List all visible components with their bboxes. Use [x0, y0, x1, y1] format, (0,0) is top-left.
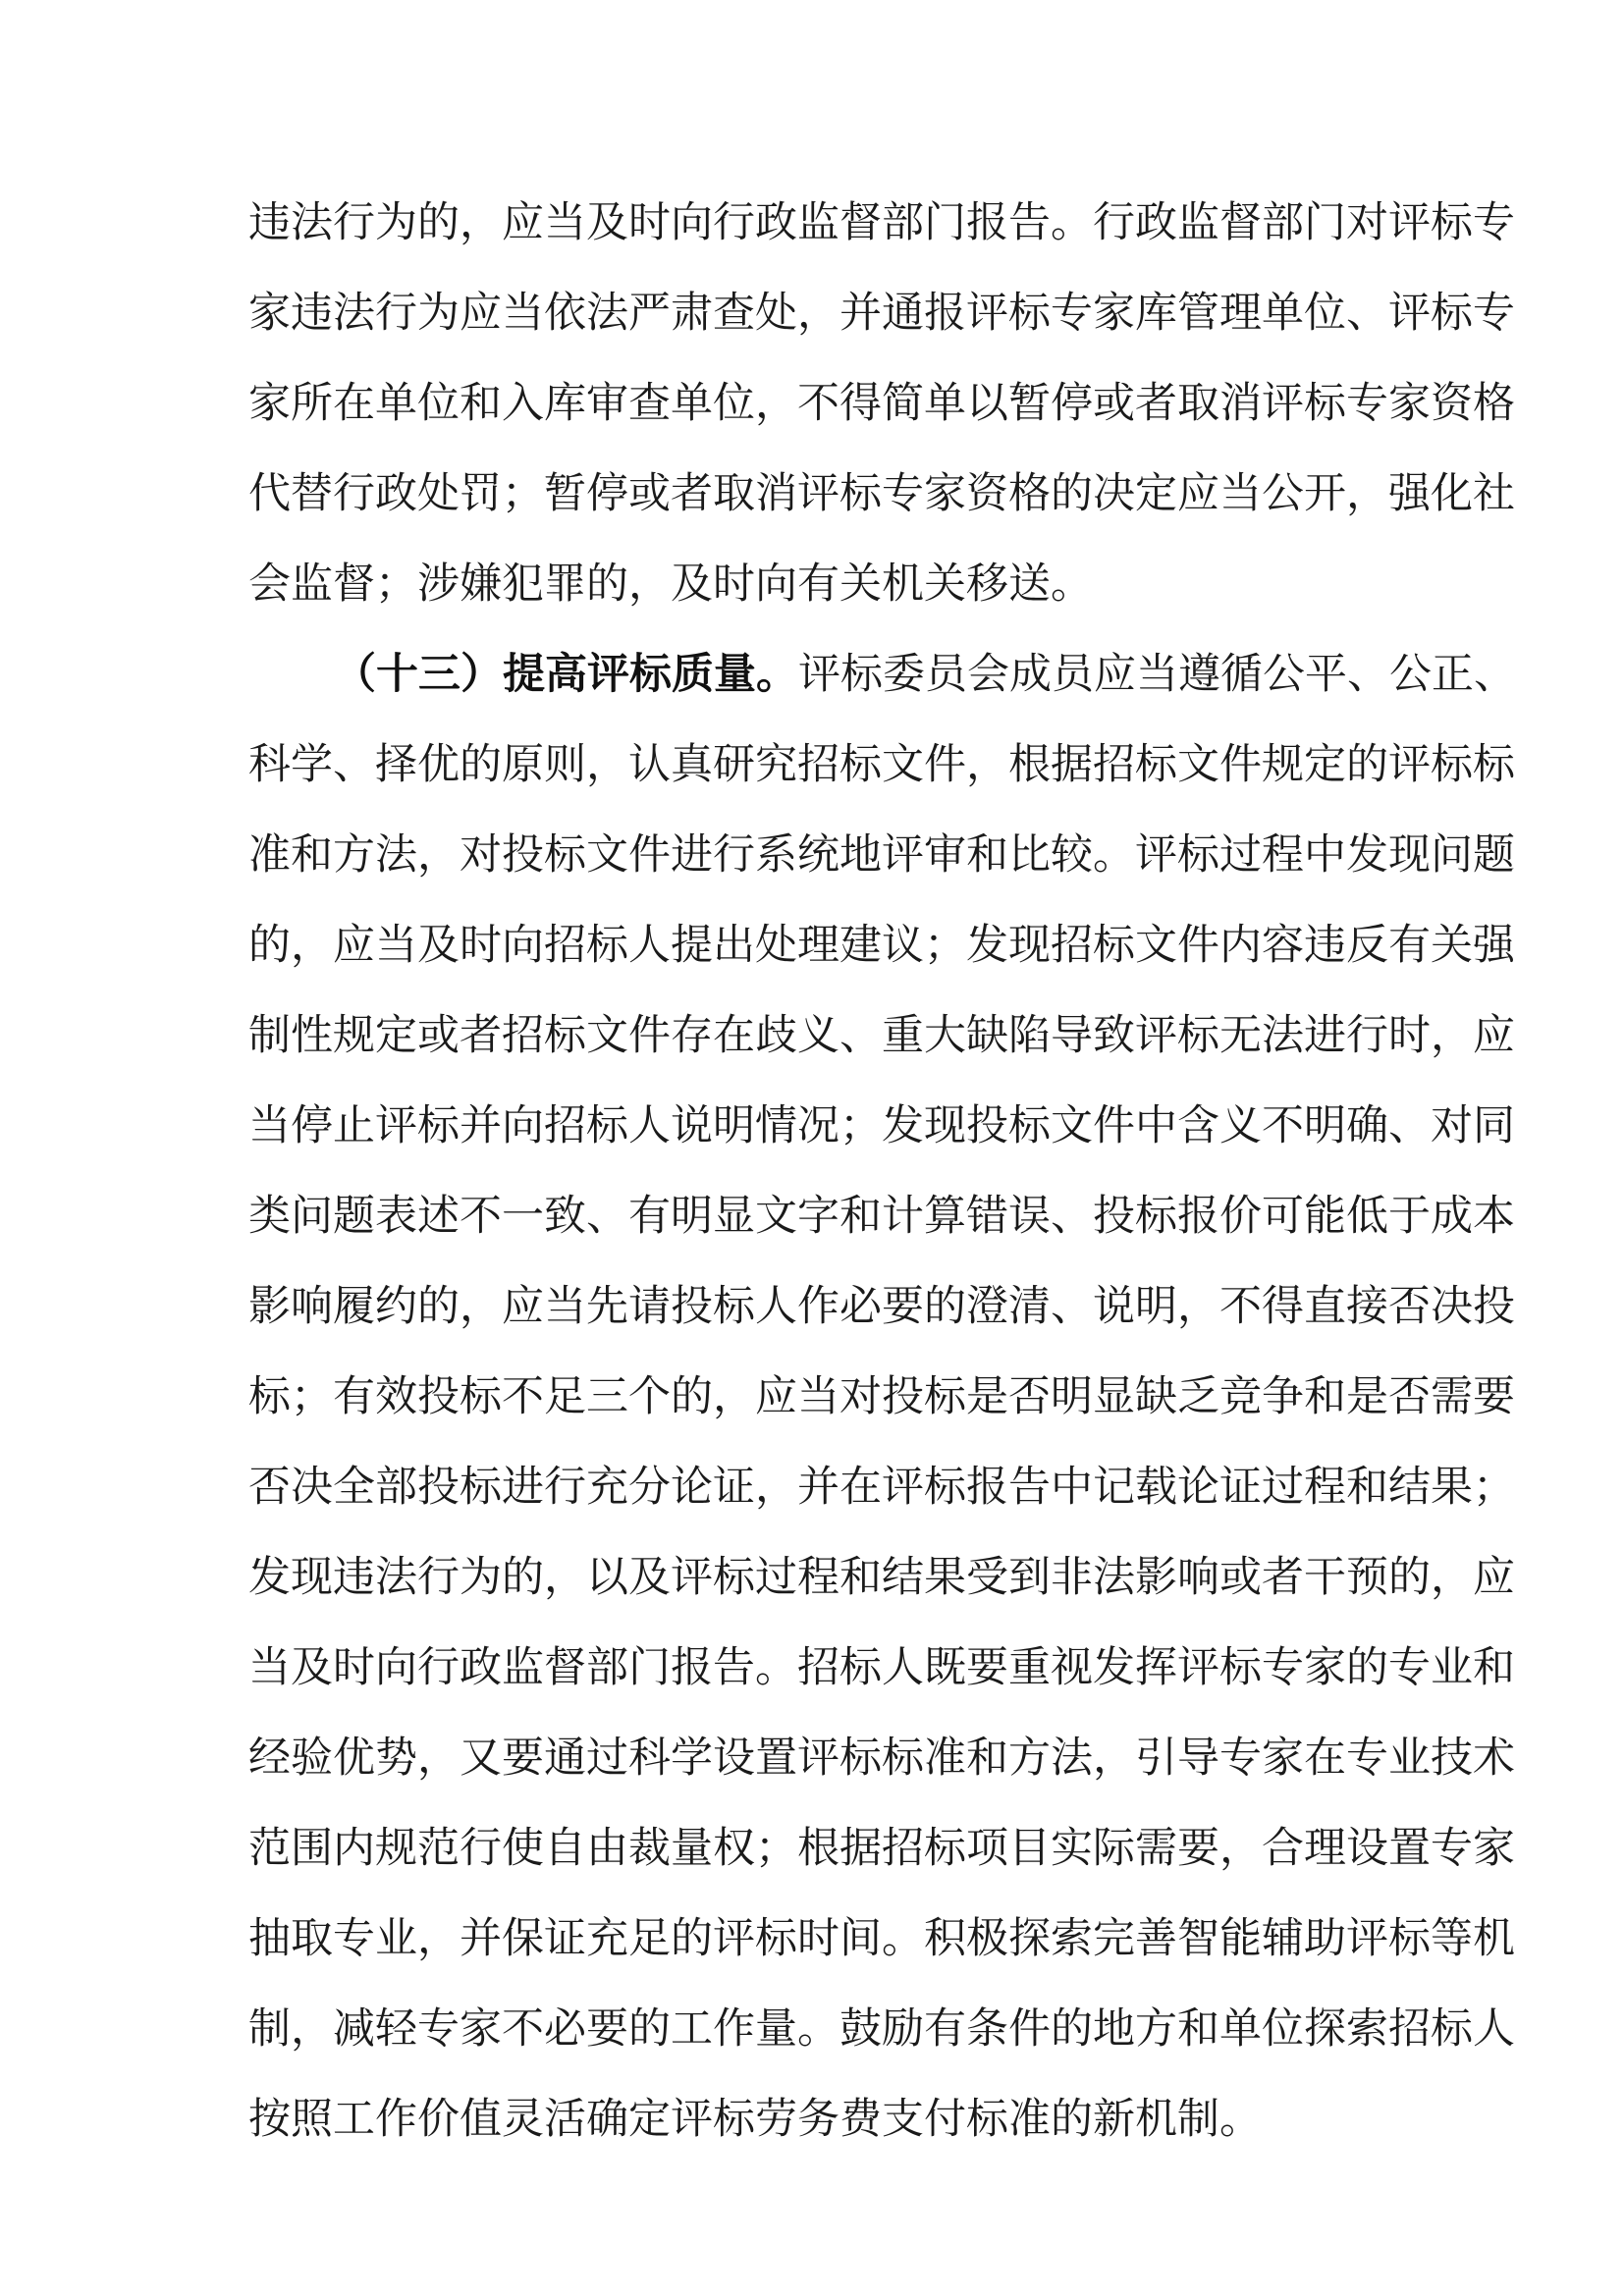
text-line: 的，应当及时向招标人提出处理建议；发现招标文件内容违反有关强 — [248, 921, 1515, 970]
text-line: 按照工作价值灵活确定评标劳务费支付标准的新机制。 — [248, 2095, 1262, 2144]
text-line: 范围内规范行使自由裁量权；根据招标项目实际需要，合理设置专家 — [248, 1824, 1515, 1873]
text-line: 科学、择优的原则，认真研究招标文件，根据招标文件规定的评标标 — [248, 740, 1515, 789]
text-line: 抽取专业，并保证充足的评标时间。积极探索完善智能辅助评标等机 — [248, 1914, 1515, 1963]
text-line: 家违法行为应当依法严肃查处，并通报评标专家库管理单位、评标专 — [248, 289, 1515, 338]
text-line: 准和方法，对投标文件进行系统地评审和比较。评标过程中发现问题 — [248, 830, 1515, 880]
text-line: 否决全部投标进行充分论证，并在评标报告中记载论证过程和结果； — [248, 1463, 1515, 1512]
text-line: 家所在单位和入库审查单位，不得简单以暂停或者取消评标专家资格 — [248, 379, 1515, 428]
text-line: 当及时向行政监督部门报告。招标人既要重视发挥评标专家的专业和 — [248, 1643, 1515, 1692]
text-line: 类问题表述不一致、有明显文字和计算错误、投标报价可能低于成本 — [248, 1192, 1515, 1241]
text-line: 标；有效投标不足三个的，应当对投标是否明显缺乏竞争和是否需要 — [248, 1372, 1515, 1421]
text-line: 制，减轻专家不必要的工作量。鼓励有条件的地方和单位探索招标人 — [248, 2004, 1515, 2054]
text-line: 制性规定或者招标文件存在歧义、重大缺陷导致评标无法进行时，应 — [248, 1011, 1515, 1060]
text-line: 影响履约的，应当先请投标人作必要的澄清、说明，不得直接否决投 — [248, 1282, 1515, 1331]
text-line: 代替行政处罚；暂停或者取消评标专家资格的决定应当公开，强化社 — [248, 469, 1515, 518]
paragraph-first-line — [334, 629, 1516, 720]
text-line: 经验优势，又要通过科学设置评标标准和方法，引导专家在专业技术 — [248, 1734, 1515, 1783]
text-line: 会监督；涉嫌犯罪的，及时向有关机关移送。 — [248, 560, 1093, 609]
text-line: 当停止评标并向招标人说明情况；发现投标文件中含义不明确、对同 — [248, 1101, 1515, 1150]
text-line: 发现违法行为的，以及评标过程和结果受到非法影响或者干预的，应 — [248, 1553, 1515, 1602]
section-heading: （十三）提高评标质量。 — [334, 650, 798, 699]
text-line: 违法行为的，应当及时向行政监督部门报告。行政监督部门对评标专 — [248, 198, 1515, 247]
text-run: 评标委员会成员应当遵循公平、公正、 — [798, 650, 1516, 699]
